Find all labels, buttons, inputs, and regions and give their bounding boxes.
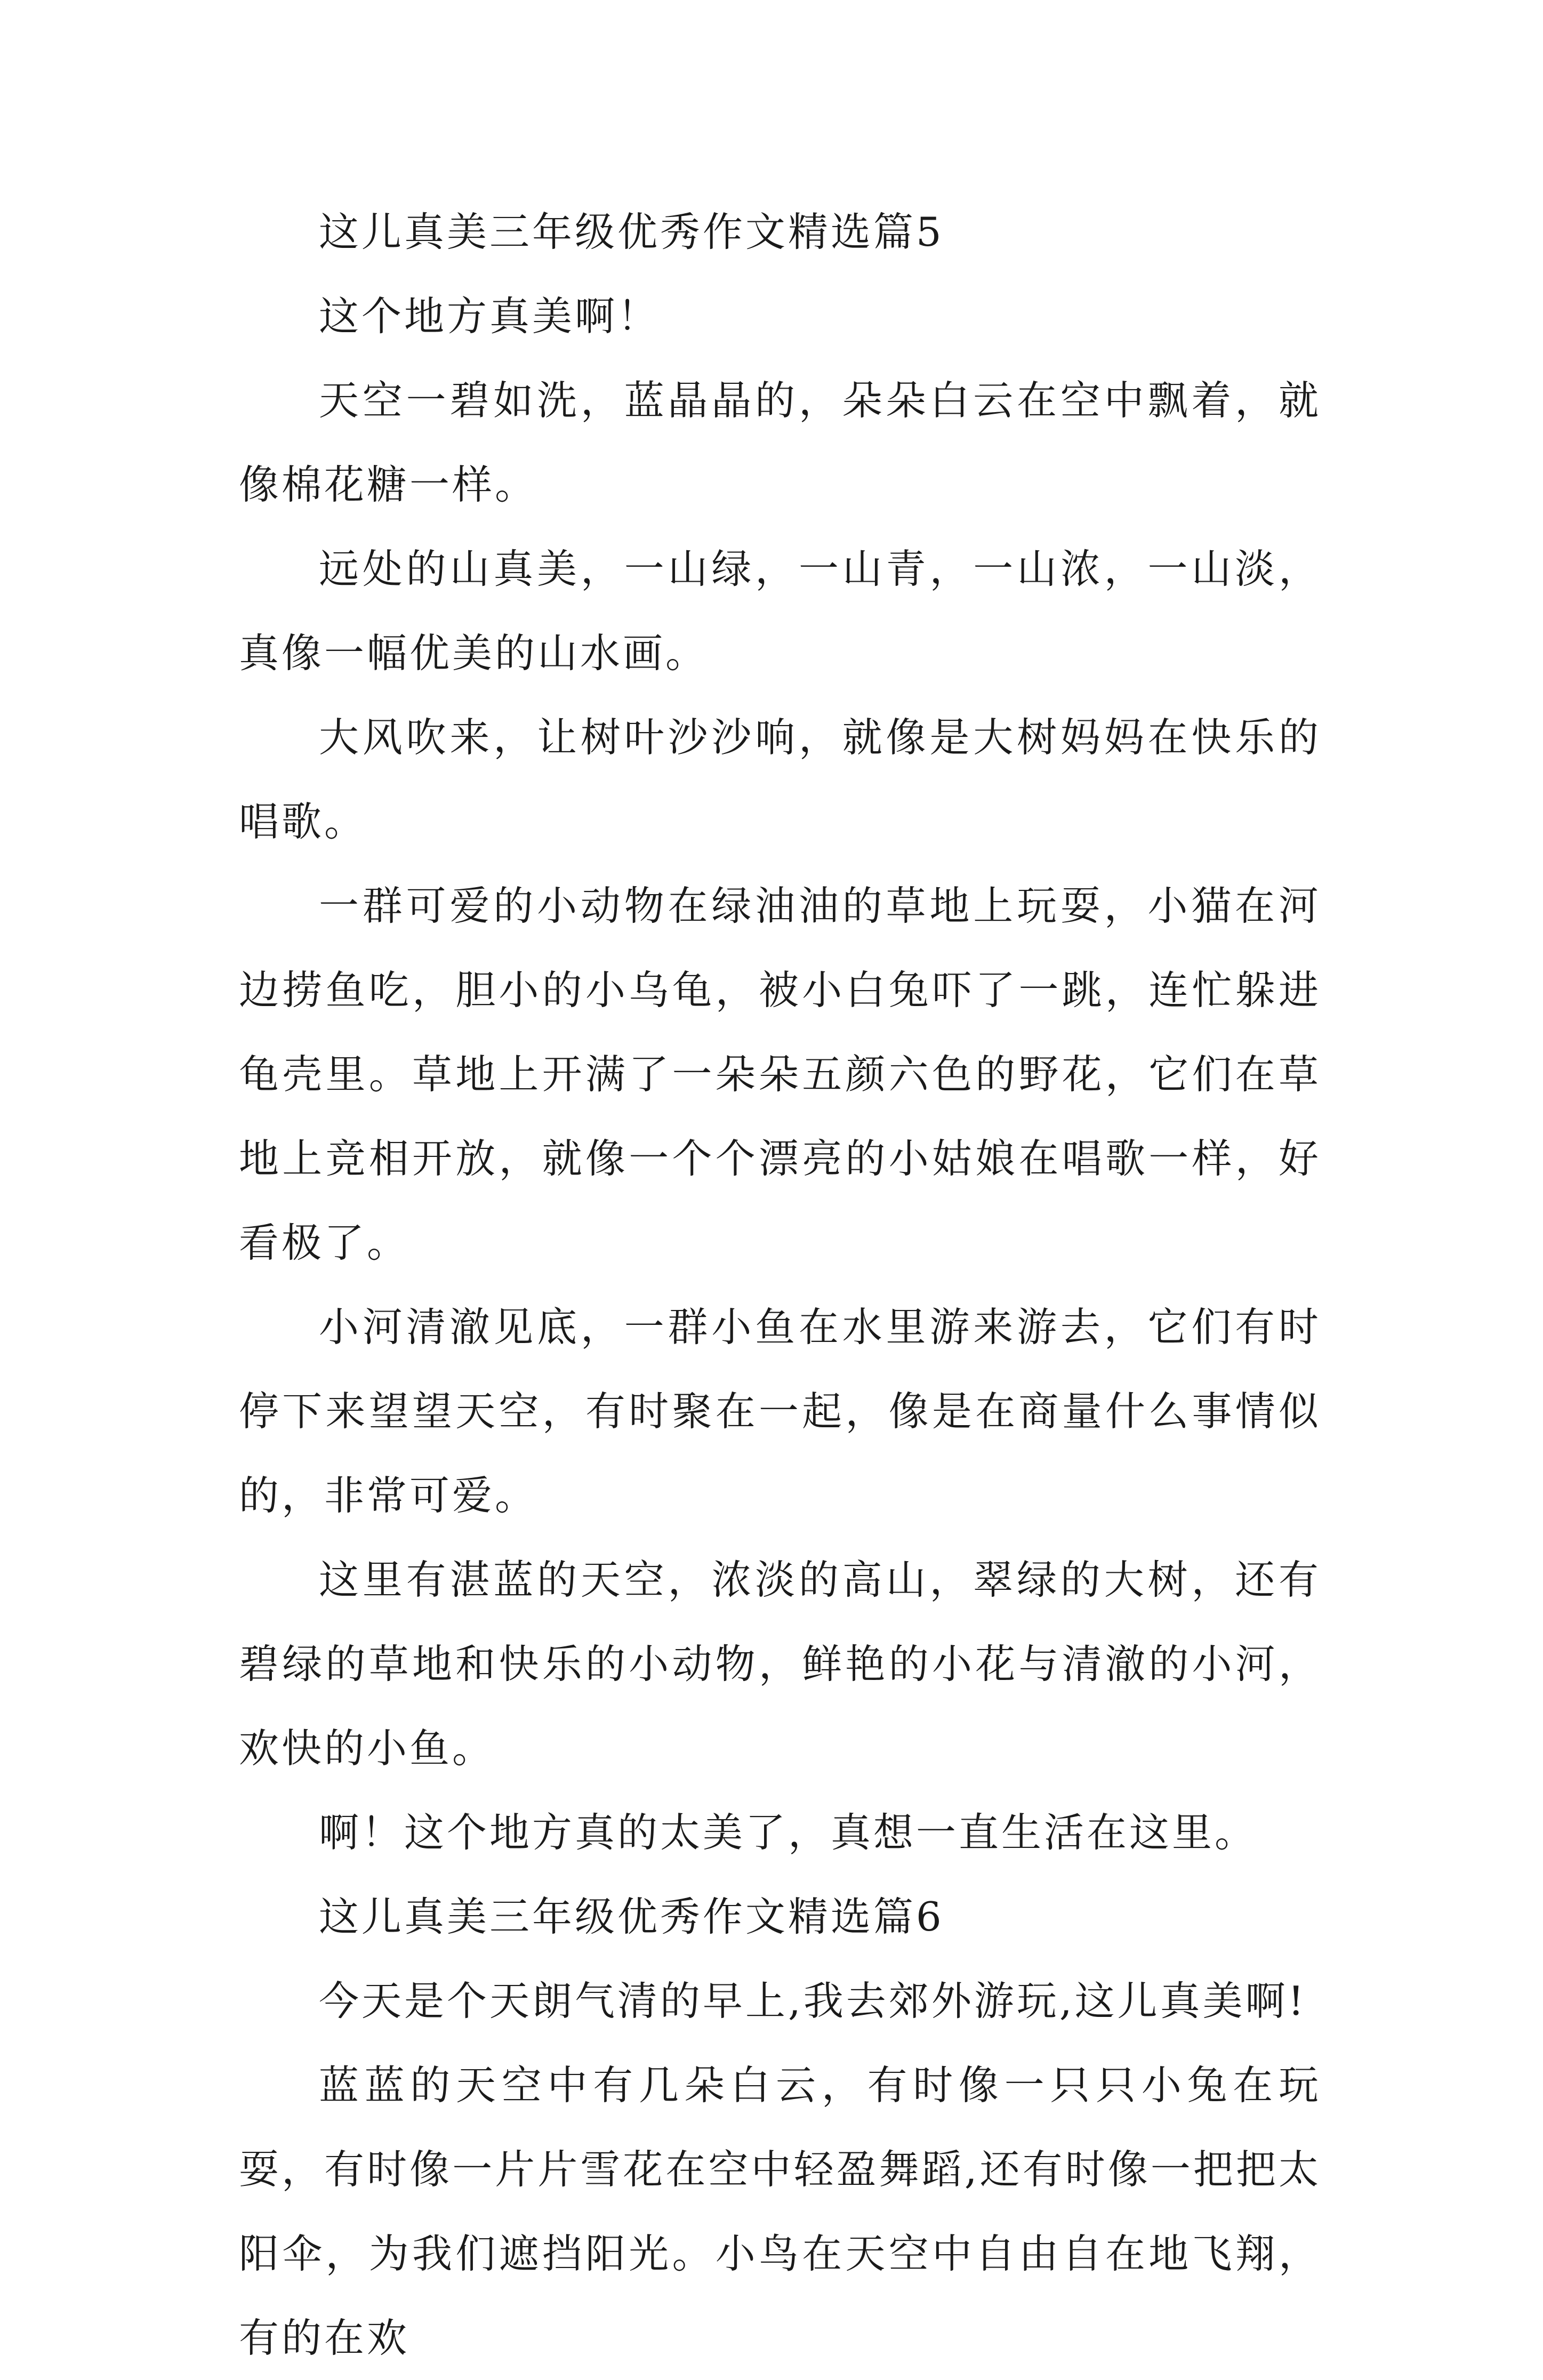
section-heading: 这儿真美三年级优秀作文精选篇5: [319, 208, 944, 255]
document-page: [239, 190, 1321, 2380]
section-heading: 这儿真美三年级优秀作文精选篇6: [319, 1893, 944, 1940]
paragraph: 天空一碧如洗，蓝晶晶的，朵朵白云在空中飘着，就像棉花糖一样。: [239, 377, 1321, 508]
paragraph: 这里有湛蓝的天空，浓淡的高山，翠绿的大树，还有碧绿的草地和快乐的小动物，鲜艳的小花与清澈的小河，欢快的小鱼。: [239, 1556, 1321, 1772]
paragraph: 啊！这个地方真的太美了，真想一直生活在这里。: [319, 1809, 1258, 1856]
paragraph: 远处的山真美，一山绿，一山青，一山浓，一山淡，真像一幅优美的山水画。: [239, 545, 1321, 677]
paragraph: 今天是个天朗气清的早上,我去郊外游玩,这儿真美啊!: [319, 1977, 1307, 2024]
paragraph: 这个地方真美啊！: [319, 293, 661, 340]
paragraph: 蓝蓝的天空中有几朵白云，有时像一只只小兔在玩耍，有时像一片片雪花在空中轻盈舞蹈,还有时像一把把太阳伞，为我们遮挡阳光。小鸟在天空中自由自在地飞翔，有的在欢: [239, 2062, 1321, 2361]
paragraph: 大风吹来，让树叶沙沙响，就像是大树妈妈在快乐的唱歌。: [239, 714, 1321, 845]
paragraph: 一群可爱的小动物在绿油油的草地上玩耍，小猫在河边捞鱼吃，胆小的小乌龟，被小白兔吓了一跳，连忙躲进龟壳里。草地上开满了一朵朵五颜六色的野花，它们在草地上竞相开放，就像一个个漂亮的小姑娘在唱歌一样，好看极了。: [239, 882, 1321, 1266]
paragraph: 小河清澈见底，一群小鱼在水里游来游去，它们有时停下来望望天空，有时聚在一起，像是在商量什么事情似的，非常可爱。: [239, 1304, 1321, 1519]
